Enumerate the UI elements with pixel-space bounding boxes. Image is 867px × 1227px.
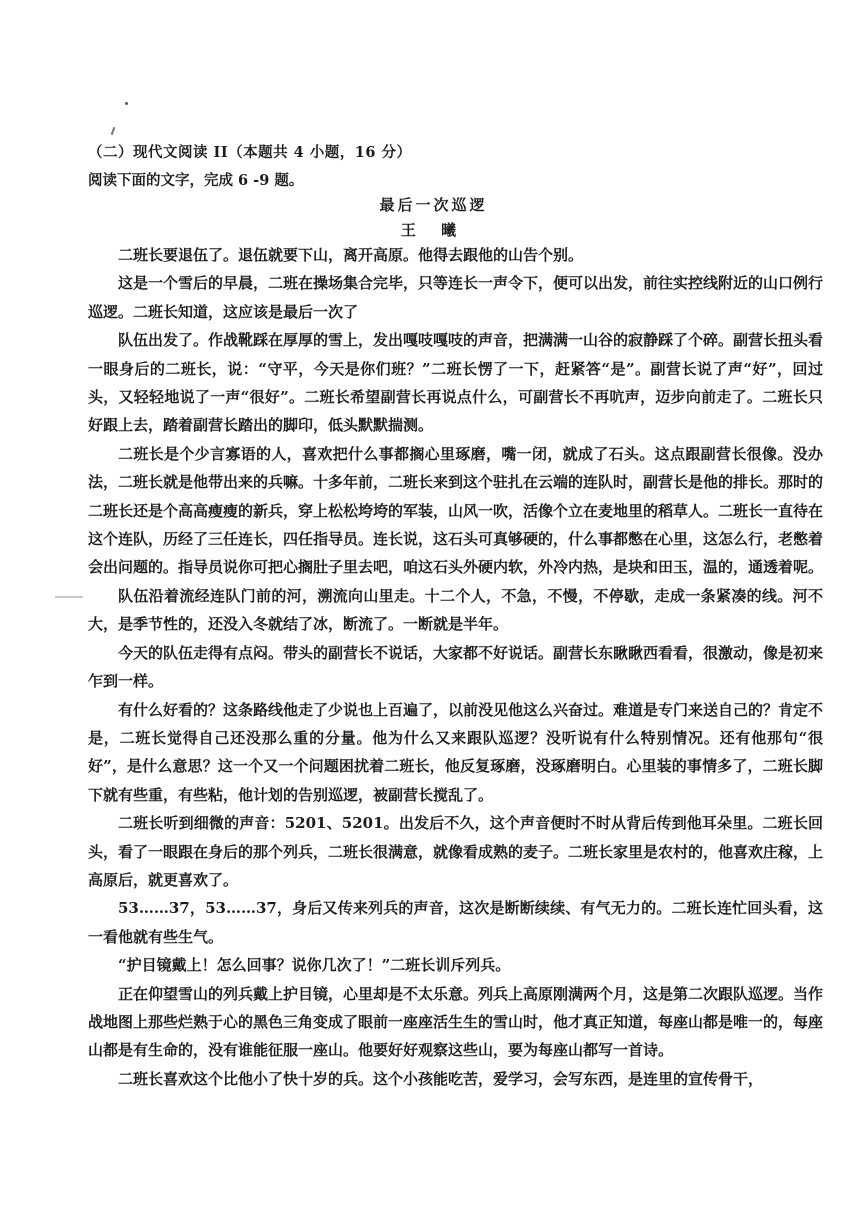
article-paragraph: 队伍出发了。作战靴踩在厚厚的雪上，发出嘎吱嘎吱的声音，把满满一山谷的寂静踩了个碎。副营长扭头看一眼身后的二班长，说：“守平，今天是你们班？”二班长愣了一下，赶紧答“是”。副营长说了声“好”，回过头，又轻轻地说了一声“很好”。二班长希望副营长再说点什么，可副营长不再吭声，迈步向前走了。二班长只好跟上去，踏着副营长踏出的脚印，低头默默揣测。: [88, 331, 824, 435]
article-paragraph: 53……37，53……37，身后又传来列兵的声音，这次是断断续续、有气无力的。二班长连忙回头看，这一看他就有些生气。: [88, 899, 823, 946]
article-paragraph: 二班长听到细微的声音：5201、5201。出发后不久，这个声音便时不时从背后传到他耳朵里。二班长回头，看了一眼跟在身后的那个列兵，二班长很满意，就像看成熟的麦子。二班长家里是农村的，他喜欢庄稼，上高原后，就更喜欢了。: [88, 814, 824, 889]
article-body: [88, 241, 823, 1093]
scan-speck: [125, 102, 128, 105]
article-paragraph: 这是一个雪后的早晨，二班在操场集合完毕，只等连长一声令下，便可以出发，前往实控线附近的山口例行巡逻。二班长知道，这应该是最后一次了: [88, 274, 824, 321]
reading-instruction: 阅读下面的文字，完成 6 -9 题。: [88, 172, 304, 189]
article-paragraph: 队伍沿着流经连队门前的河，溯流向山里走。十二个人，不急，不慢，不停歇，走成一条紧凑的线。河不大，是季节性的，还没入冬就结了冰，断流了。一断就是半年。: [88, 586, 823, 634]
article-paragraph: 今天的队伍走得有点闷。带头的副营长不说话，大家都不好说话。副营长东瞅瞅西看看，很激动，像是初来乍到一样。: [88, 643, 824, 691]
article-author: 王 曦: [400, 221, 467, 239]
article-paragraph: 正在仰望雪山的列兵戴上护目镜，心里却是不太乐意。列兵上高原刚满两个月，这是第二次跟队巡逻。当作战地图上那些烂熟于心的黑色三角变成了眼前一座座活生生的雪山时，他才真正知道，每座山都是唯一的，每座山都是有生命的，没有谁能征服一座山。他要好好观察这些山，要为每座山都写一首诗。: [88, 984, 824, 1060]
section-header: （二）现代文阅读 II（本题共 4 小题，16 分）: [88, 144, 412, 161]
article-paragraph: 有什么好看的？这条路线他走了少说也上百遍了，以前没见他这么兴奋过。难道是专门来送自己的？肯定不是，二班长觉得自己还没那么重的分量。他为什么又来跟队巡逻？没听说有什么特别情况。还有他那句“很好”，是什么意思？这一个又一个问题困扰着二班长，他反复琢磨，没琢磨明白。心里装的事情多了，二班长脚下就有些重，有些粘，他计划的告别巡逻，被副营长搅乱了。: [88, 700, 824, 804]
article-title: 最后一次巡逻: [379, 196, 488, 214]
article-paragraph: 二班长是个少言寡语的人，喜欢把什么事都搁心里琢磨，嘴一闭，就成了石头。这点跟副营长很像。没办法，二班长就是他带出来的兵嘛。十多年前，二班长来到这个驻扎在云端的连队时，副营长是他的排长。那时的二班长还是个高高瘦瘦的新兵，穿上松松垮垮的军装，山风一吹，活像个立在麦地里的稻草人。二班长一直待在这个连队，历经了三任连长，四任指导员。连长说，这石头可真够硬的，什么事都憋在心里，这怎么行，老憋着会出问题的。指导员说你可把心搁肚子里去吧，咱这石头外硬内软，外冷内热，是块和田玉，温的，通透着呢。: [88, 444, 824, 577]
article-paragraph: 二班长要退伍了。退伍就要下山，离开高原。他得去跟他的山告个别。: [118, 246, 584, 264]
scan-speck: [111, 127, 116, 135]
scan-mark: [55, 596, 83, 598]
article-paragraph: 二班长喜欢这个比他小了快十岁的兵。这个小孩能吃苦，爱学习，会写东西，是连里的宣传骨干，: [118, 1069, 764, 1088]
article-paragraph: “护目镜戴上！怎么回事？说你几次了！”二班长训斥列兵。: [118, 956, 511, 975]
